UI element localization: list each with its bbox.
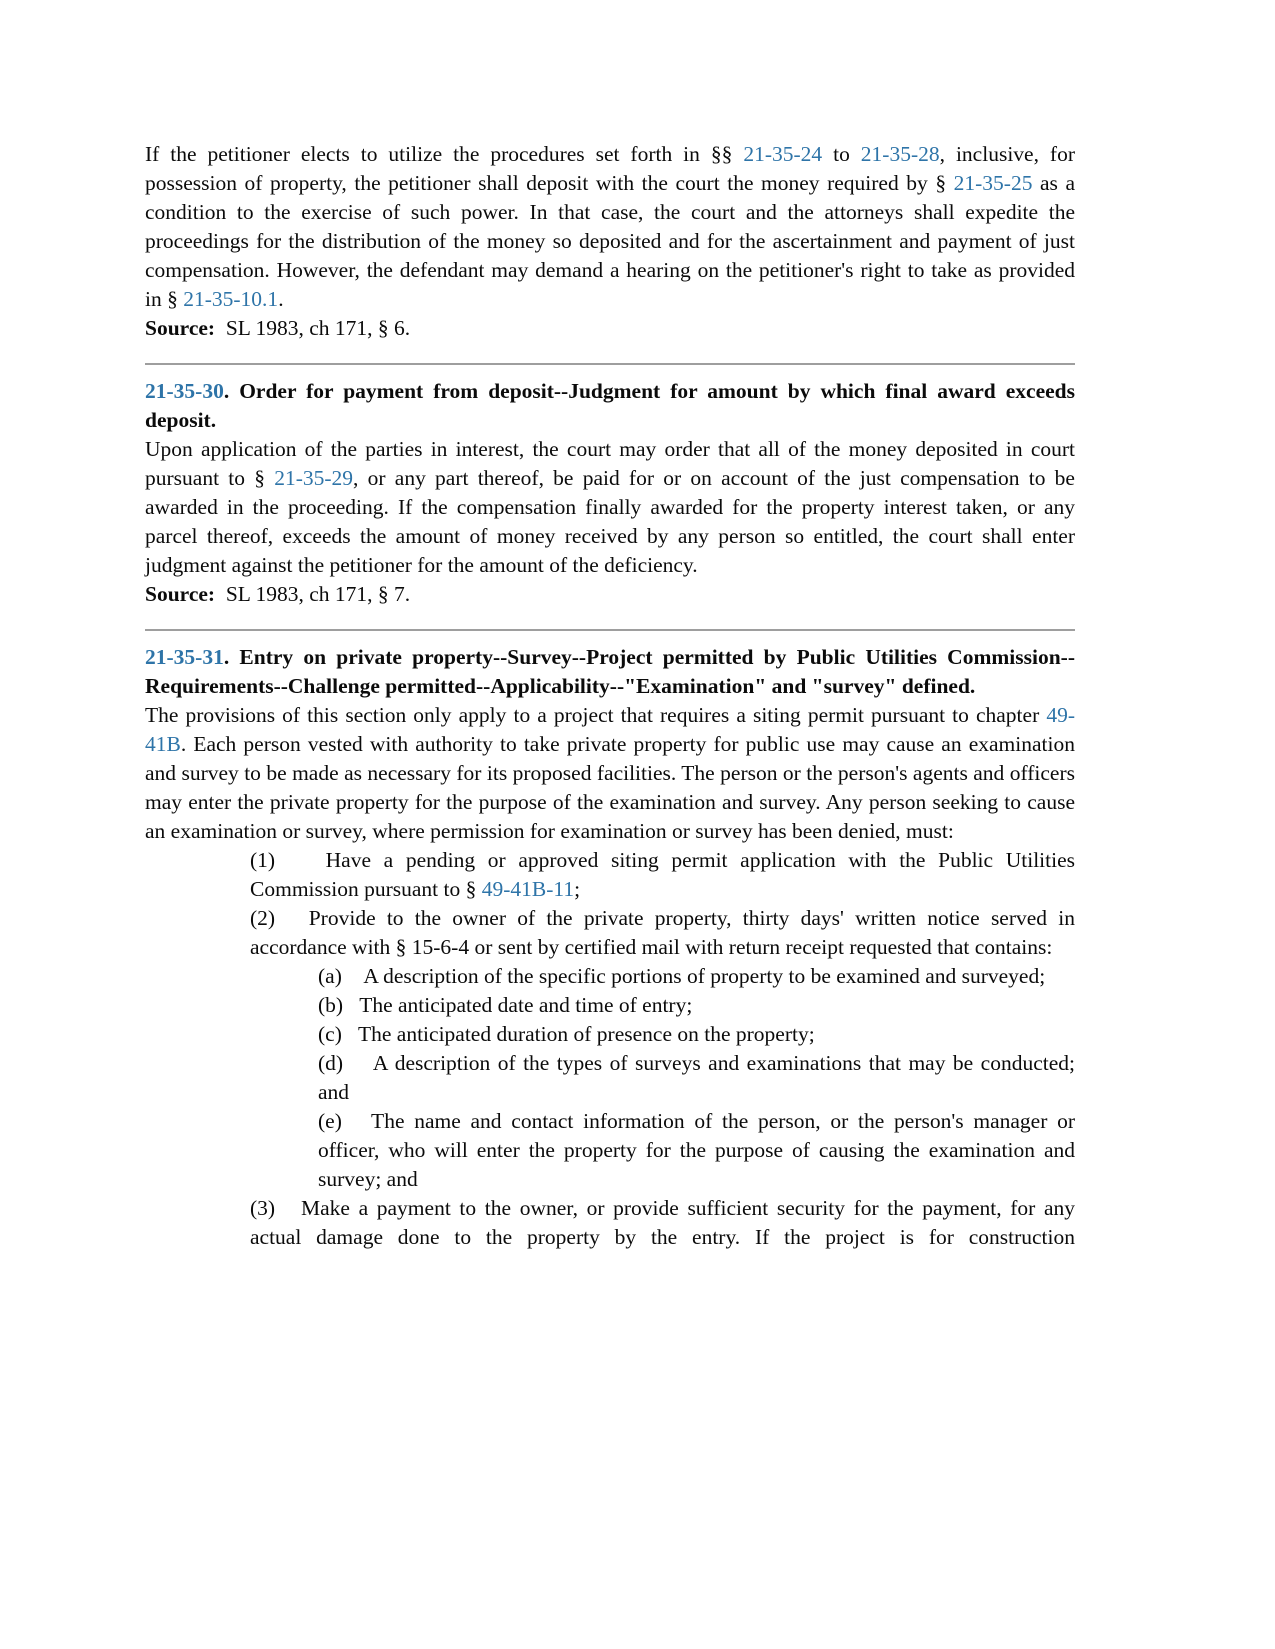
statute-link[interactable]: 21-35-31 xyxy=(145,645,224,669)
text-run: Source: xyxy=(145,582,216,606)
text-run: , inclusive, for possession of property, the petitioner shall deposit with the court the money required by § xyxy=(145,142,1075,195)
list-item-2c xyxy=(318,1020,1075,1049)
list-item-2 xyxy=(250,904,1075,962)
text-run: to xyxy=(822,142,861,166)
list-item-2d xyxy=(318,1049,1075,1107)
text-run: ; xyxy=(574,877,581,901)
statute-link[interactable]: 49-41B xyxy=(145,703,1075,756)
list-item-2e xyxy=(318,1107,1075,1194)
statute-link[interactable]: 21-35-10.1 xyxy=(183,287,279,311)
text-run: (c) The anticipated duration of presence on the property; xyxy=(318,1022,815,1046)
text-run: (e) The name and contact information of the person, or the person's manager or officer, who will enter the property for the purpose of causing the examination and survey; and xyxy=(318,1109,1075,1191)
text-run: as a condition to the exercise of such power. In that case, the court and the attorneys shall expedite the proceedings for the distribution of the money so deposited and for the ascertainment and payment of just compensation. However, the defendant may demand a hearing on the petitioner's right to take as provided in § xyxy=(145,171,1076,311)
text-run: (a) A description of the specific portions of property to be examined and surveyed; xyxy=(318,964,1046,988)
text-run: (2) Provide to the owner of the private property, thirty days' written notice served in accordance with § 15-6-4 or sent by certified mail with return receipt requested that contains: xyxy=(250,906,1075,959)
text-run: (d) A description of the types of surveys and examinations that may be conducted; and xyxy=(318,1051,1075,1104)
statute-link[interactable]: 21-35-30 xyxy=(145,379,224,403)
text-run: SL 1983, ch 171, § 7. xyxy=(215,582,411,606)
section-divider xyxy=(145,363,1075,365)
paragraph-deposit-procedures xyxy=(145,140,1075,314)
text-run: (b) The anticipated date and time of entry; xyxy=(318,993,693,1017)
text-run: . xyxy=(278,287,284,311)
section-heading-21-35-31 xyxy=(145,643,1075,701)
list-item-2a xyxy=(318,962,1075,991)
section-heading-21-35-30 xyxy=(145,377,1075,435)
source-line xyxy=(145,580,1075,609)
statute-link[interactable]: 49-41B-11 xyxy=(481,877,575,901)
list-item-2b xyxy=(318,991,1075,1020)
paragraph-21-35-31-body xyxy=(145,701,1075,846)
text-run: , or any part thereof, be paid for or on account of the just compensation to be awarded in the proceeding. If the compensation finally awarded for the property interest taken, or any parcel thereof, exceeds the amount of money received by any person so entitled, the court shall enter judgment against the petitioner for the amount of the deficiency. xyxy=(145,466,1075,577)
text-run: Source: xyxy=(145,316,216,340)
statute-link[interactable]: 21-35-25 xyxy=(953,171,1033,195)
list-item-3 xyxy=(250,1194,1075,1252)
list-item-1 xyxy=(250,846,1075,904)
text-run: . Entry on private property--Survey--Project permitted by Public Utilities Commission--Requirements--Challenge permitted--Applicability--"Examination" and "survey" defined. xyxy=(145,645,1075,698)
statute-link[interactable]: 21-35-28 xyxy=(860,142,940,166)
section-divider xyxy=(145,629,1075,631)
statute-link[interactable]: 21-35-24 xyxy=(743,142,823,166)
text-run: The provisions of this section only apply to a project that requires a siting permit pursuant to chapter xyxy=(145,703,1047,727)
statute-link[interactable]: 21-35-29 xyxy=(274,466,354,490)
text-run: . Order for payment from deposit--Judgment for amount by which final award exceeds deposit. xyxy=(145,379,1075,432)
text-run: . Each person vested with authority to take private property for public use may cause an examination and survey to be made as necessary for its proposed facilities. The person or the person's agents and officers may enter the private property for the purpose of the examination and survey. Any person seeking to cause an examination or survey, where permission for examination or survey has been denied, must: xyxy=(145,732,1075,843)
text-run: SL 1983, ch 171, § 6. xyxy=(215,316,411,340)
text-run: (3) Make a payment to the owner, or provide sufficient security for the payment, for any actual damage done to the property by the entry. If the project is for construction xyxy=(250,1196,1075,1249)
text-run: (1) Have a pending or approved siting permit application with the Public Utilities Commission pursuant to § xyxy=(250,848,1075,901)
paragraph-21-35-30-body xyxy=(145,435,1075,580)
source-line xyxy=(145,314,1075,343)
text-run: If the petitioner elects to utilize the procedures set forth in §§ xyxy=(145,142,744,166)
text-run: Upon application of the parties in interest, the court may order that all of the money deposited in court pursuant to § xyxy=(145,437,1075,490)
